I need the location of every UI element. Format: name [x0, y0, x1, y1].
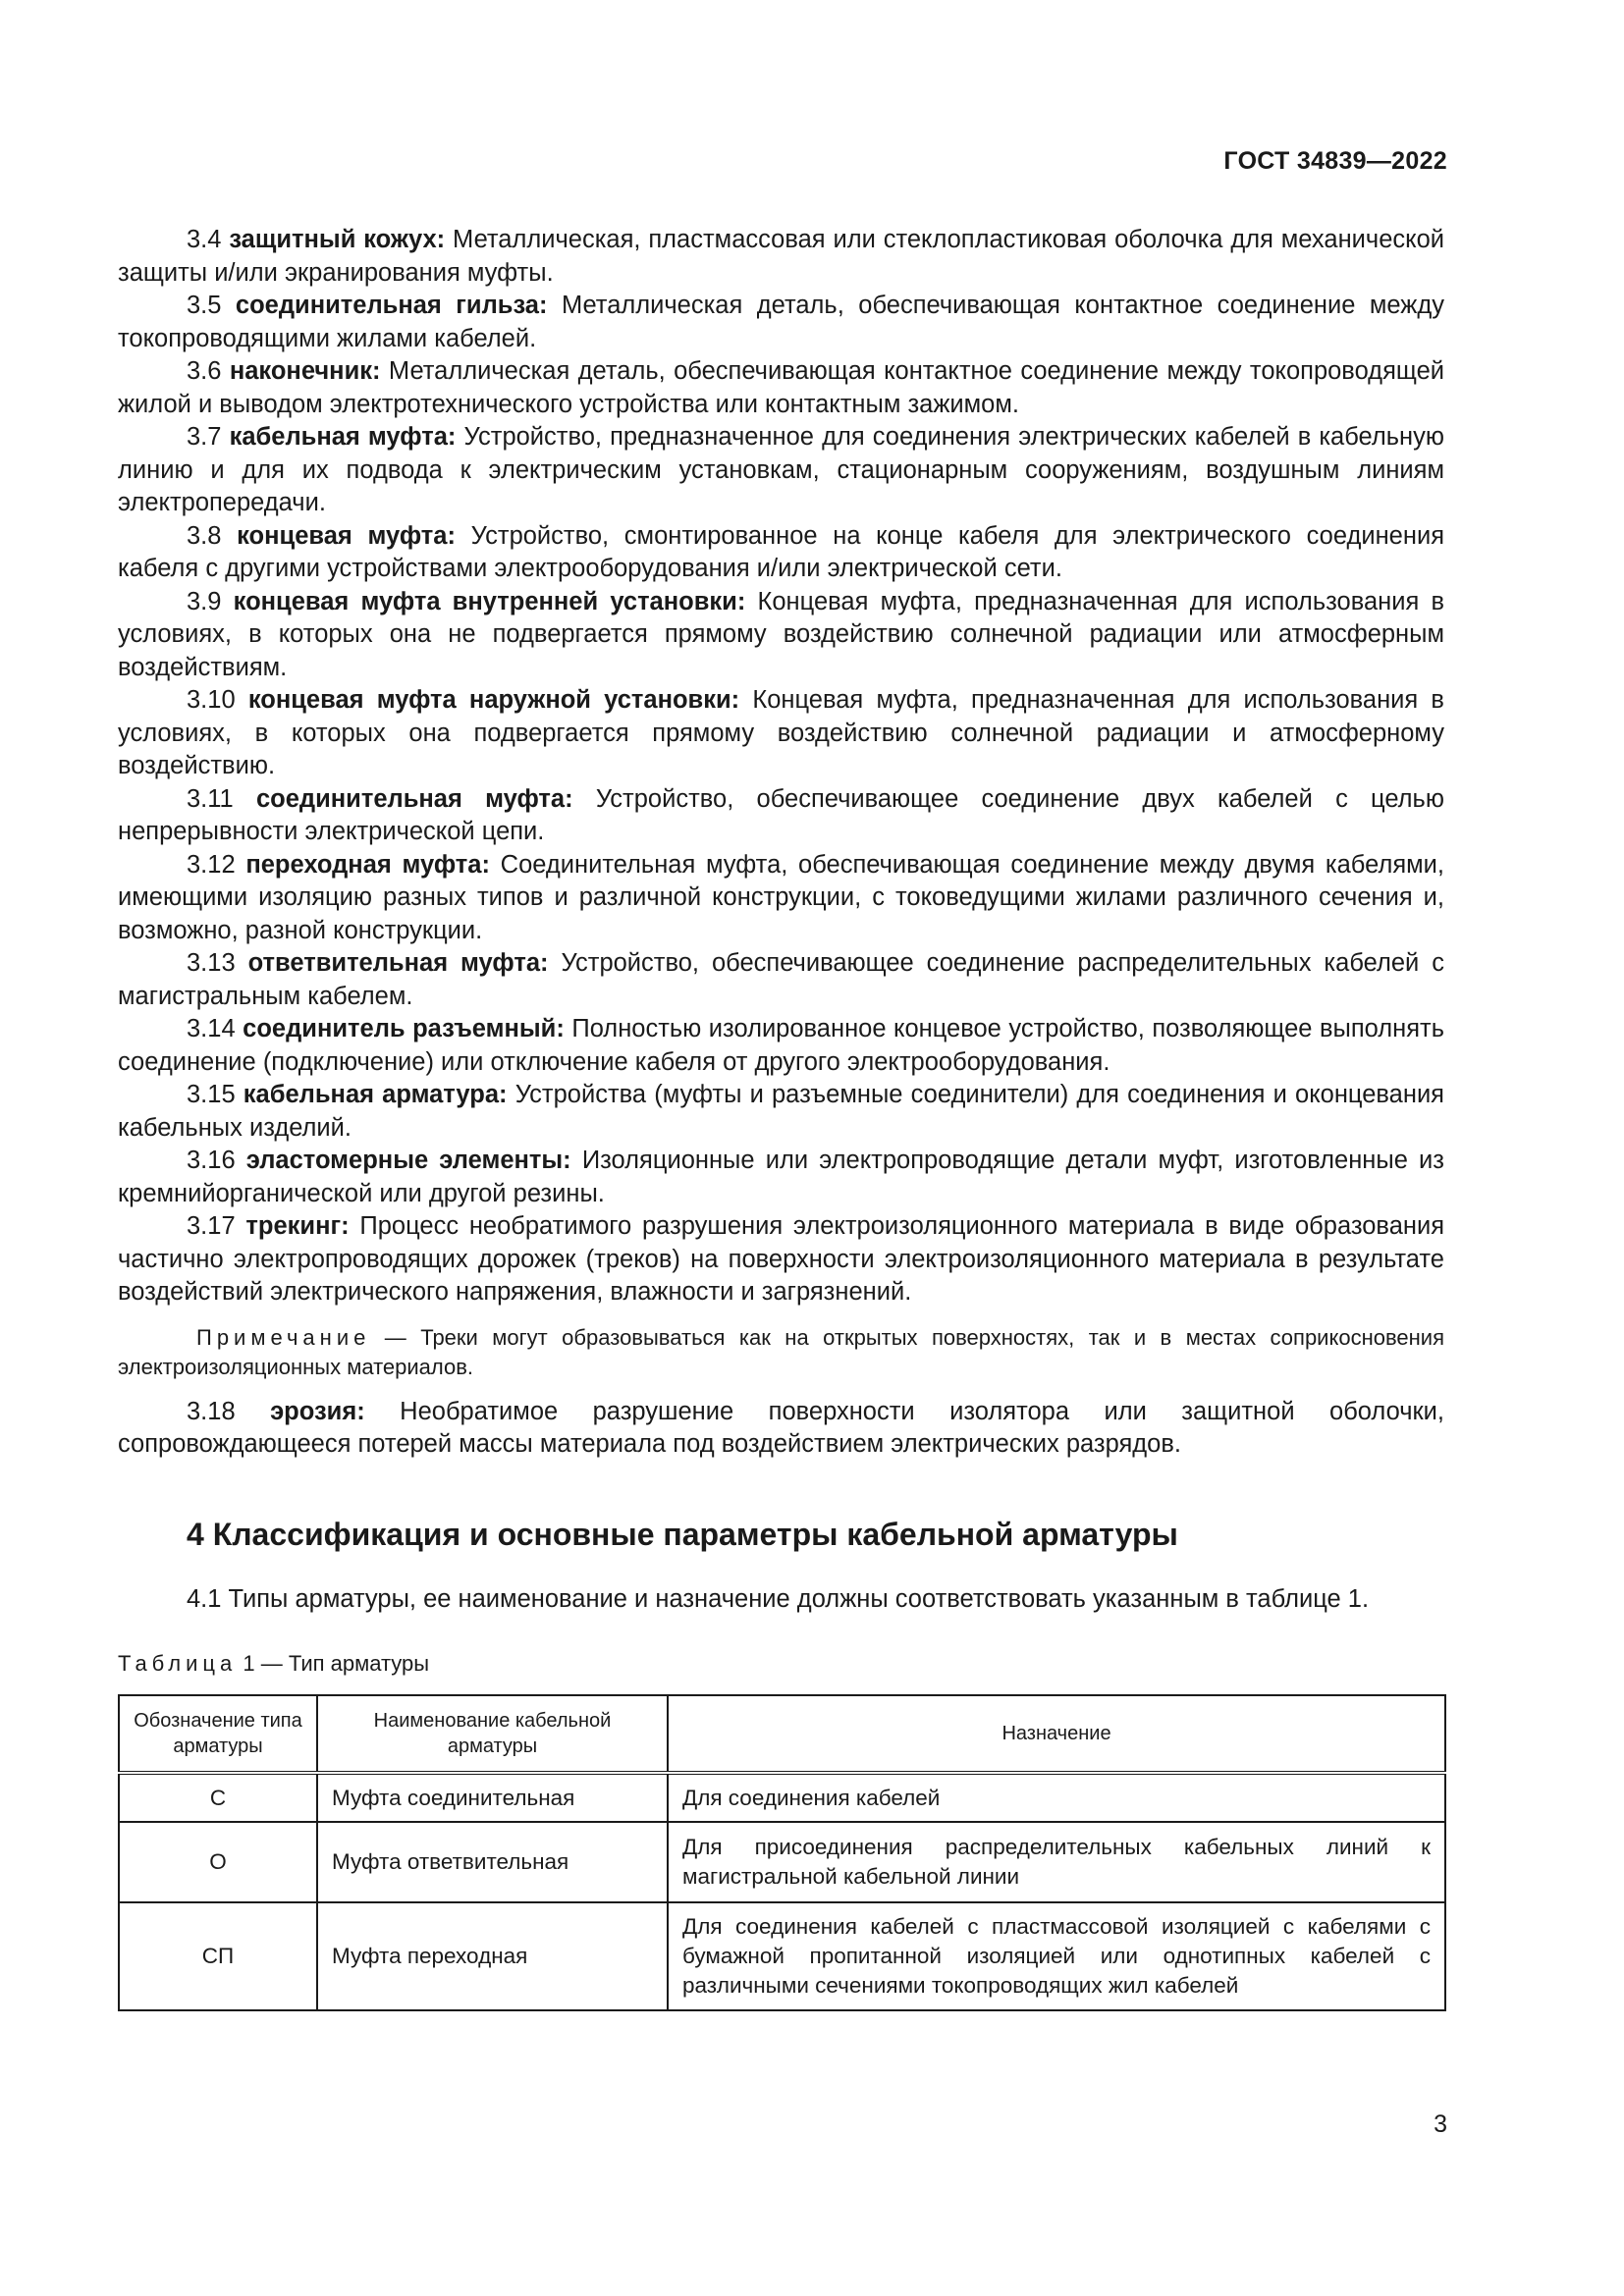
definition-text: Устройство, обеспечивающее соединение распределительных кабелей с магистральным кабелем. [118, 949, 1444, 1010]
definition-3-13 [118, 947, 1444, 1013]
column-header-purpose: Назначение [668, 1695, 1445, 1773]
definition-term: соединитель разъемный: [243, 1015, 565, 1042]
definition-3-15 [118, 1079, 1444, 1145]
table-header-row [119, 1695, 1445, 1773]
definition-3-14 [118, 1013, 1444, 1079]
definition-3-16 [118, 1145, 1444, 1210]
definition-3-10 [118, 684, 1444, 783]
definition-text: Металлическая, пластмассовая или стеклопластиковая оболочка для механической защиты и/или экранирования муфты. [118, 226, 1444, 287]
definition-3-12 [118, 849, 1444, 948]
definition-text: Устройство, предназначенное для соединения электрических кабелей в кабельную линию и для их подвода к электрическим установкам, стационарным сооружениям, воздушным линиям электропередачи. [118, 423, 1445, 516]
definition-number: 3.12 [187, 850, 236, 879]
definition-number: 3.11 [187, 784, 234, 813]
cell-designation: С [119, 1773, 317, 1822]
note-label: Примечание [196, 1324, 371, 1350]
definition-3-7 [118, 421, 1444, 520]
definition-text: Устройство, смонтированное на конце кабеля для электрического соединения кабеля с другими устройствами электрооборудования и/или электрической сети. [118, 521, 1445, 582]
cell-name: Муфта ответвительная [317, 1822, 668, 1902]
paragraph-4-1: 4.1 Типы арматуры, ее наименование и назначение должны соответствовать указанным в таблице 1. [187, 1584, 1370, 1613]
definition-text: Полностью изолированное концевое устройство, позволяющее выполнять соединение (подключение) или отключение кабеля от другого электрооборудования. [118, 1015, 1445, 1076]
definition-term: кабельная арматура: [243, 1081, 508, 1108]
definition-number: 3.16 [187, 1147, 236, 1174]
definition-text: Соединительная муфта, обеспечивающая соединение между двумя кабелями, имеющими изоляцию разных типов и различной конструкции, с токоведущими жилами различного сечения и, возможно, разной конструкции. [118, 850, 1444, 944]
definition-term: эрозия: [270, 1397, 365, 1425]
table-caption-label: Таблица [118, 1651, 238, 1676]
definition-text: Изоляционные или электропроводящие детали муфт, изготовленные из кремнийорганической или другой резины. [118, 1147, 1444, 1207]
cell-purpose: Для соединения кабелей [668, 1773, 1445, 1822]
document-body [118, 224, 1444, 2011]
cell-designation: СП [119, 1902, 317, 2010]
definition-text: Металлическая деталь, обеспечивающая контактное соединение между токопроводящей жилой и выводом электротехнического устройства или контактным зажимом. [118, 357, 1444, 418]
table-row [119, 1773, 1445, 1822]
definition-term: защитный кожух: [229, 226, 446, 253]
definition-text: Устройства (муфты и разъемные соединители) для соединения и оконцевания кабельных изделий. [118, 1081, 1444, 1142]
standard-code: ГОСТ 34839—2022 [1223, 147, 1447, 175]
definition-term: концевая муфта наружной установки: [247, 686, 740, 714]
definition-term: ответвительная муфта: [247, 949, 549, 977]
definition-number: 3.10 [187, 686, 236, 714]
definition-number: 3.4 [187, 226, 222, 253]
definition-number: 3.9 [187, 587, 222, 615]
cell-designation: О [119, 1822, 317, 1902]
page-number: 3 [1434, 2110, 1447, 2138]
fitting-types-table [118, 1694, 1446, 2011]
cell-name: Муфта соединительная [317, 1773, 668, 1822]
definition-text: Металлическая деталь, обеспечивающая контактное соединение между токопроводящими жилами кабелей. [118, 292, 1444, 352]
definition-text: Необратимое разрушение поверхности изолятора или защитной оболочки, сопровождающееся потерей массы материала под воздействием электрических разрядов. [118, 1397, 1444, 1458]
definition-term: переходная муфта: [245, 850, 490, 879]
column-header-name: Наименование кабельной арматуры [317, 1695, 668, 1773]
table-row [119, 1902, 1445, 2010]
definition-text: Концевая муфта, предназначенная для использования в условиях, в которых она не подвергается прямому воздействию солнечной радиации или атмосферным воздействиям. [118, 587, 1444, 681]
definition-3-9 [118, 586, 1444, 685]
definition-term: кабельная муфта: [229, 423, 457, 451]
definition-number: 3.5 [187, 292, 222, 319]
definition-3-5 [118, 290, 1444, 355]
definition-term: наконечник: [229, 357, 381, 385]
definition-number: 3.14 [187, 1015, 236, 1042]
definition-number: 3.6 [187, 357, 222, 385]
table-row [119, 1822, 1445, 1902]
definition-term: соединительная гильза: [235, 292, 548, 319]
table-caption-title: 1 — Тип арматуры [243, 1651, 430, 1676]
definition-number: 3.13 [187, 949, 236, 977]
definition-number: 3.17 [187, 1212, 236, 1240]
definition-number: 3.15 [187, 1081, 236, 1108]
definition-text: Концевая муфта, предназначенная для использования в условиях, в которых она подвергается прямому воздействию солнечной радиации и атмосферному воздействию. [118, 686, 1444, 779]
definition-3-11 [118, 783, 1444, 849]
section-heading: 4 Классификация и основные параметры кабельной арматуры [187, 1516, 1178, 1552]
definition-number: 3.18 [187, 1397, 236, 1425]
definition-3-17 [118, 1210, 1444, 1309]
note-block [118, 1323, 1444, 1382]
definition-text: Устройство, обеспечивающее соединение двух кабелей с целью непрерывности электрической цепи. [118, 784, 1444, 845]
definition-3-6 [118, 355, 1444, 421]
cell-name: Муфта переходная [317, 1902, 668, 2010]
definition-number: 3.8 [187, 521, 222, 550]
definition-term: соединительная муфта: [255, 784, 573, 813]
definition-term: эластомерные элементы: [245, 1147, 571, 1174]
definition-term: концевая муфта: [237, 521, 456, 550]
cell-purpose: Для соединения кабелей с пластмассовой изоляцией с кабелями с бумажной пропитанной изоляцией или однотипных кабелей с различными сечениями токопроводящих жил кабелей [668, 1902, 1445, 2010]
cell-purpose: Для присоединения распределительных кабельных линий к магистральной кабельной линии [668, 1822, 1445, 1902]
definition-3-8 [118, 520, 1444, 586]
definition-term: концевая муфта внутренней установки: [233, 587, 746, 615]
note-text: — Треки могут образовываться как на открытых поверхностях, так и в местах соприкосновения электроизоляционных материалов. [118, 1324, 1444, 1379]
definition-term: трекинг: [245, 1212, 350, 1240]
column-header-designation: Обозначение типа арматуры [119, 1695, 317, 1773]
definition-3-18 [118, 1396, 1444, 1462]
table-caption [118, 1649, 1444, 1679]
definition-text: Процесс необратимого разрушения электроизоляционного материала в виде образования частично электропроводящих дорожек (треков) на поверхности электроизоляционного материала в результате воздействий электрического напряжения, влажности и загрязнений. [118, 1212, 1445, 1306]
definition-number: 3.7 [187, 423, 222, 451]
definition-3-4 [118, 224, 1444, 290]
